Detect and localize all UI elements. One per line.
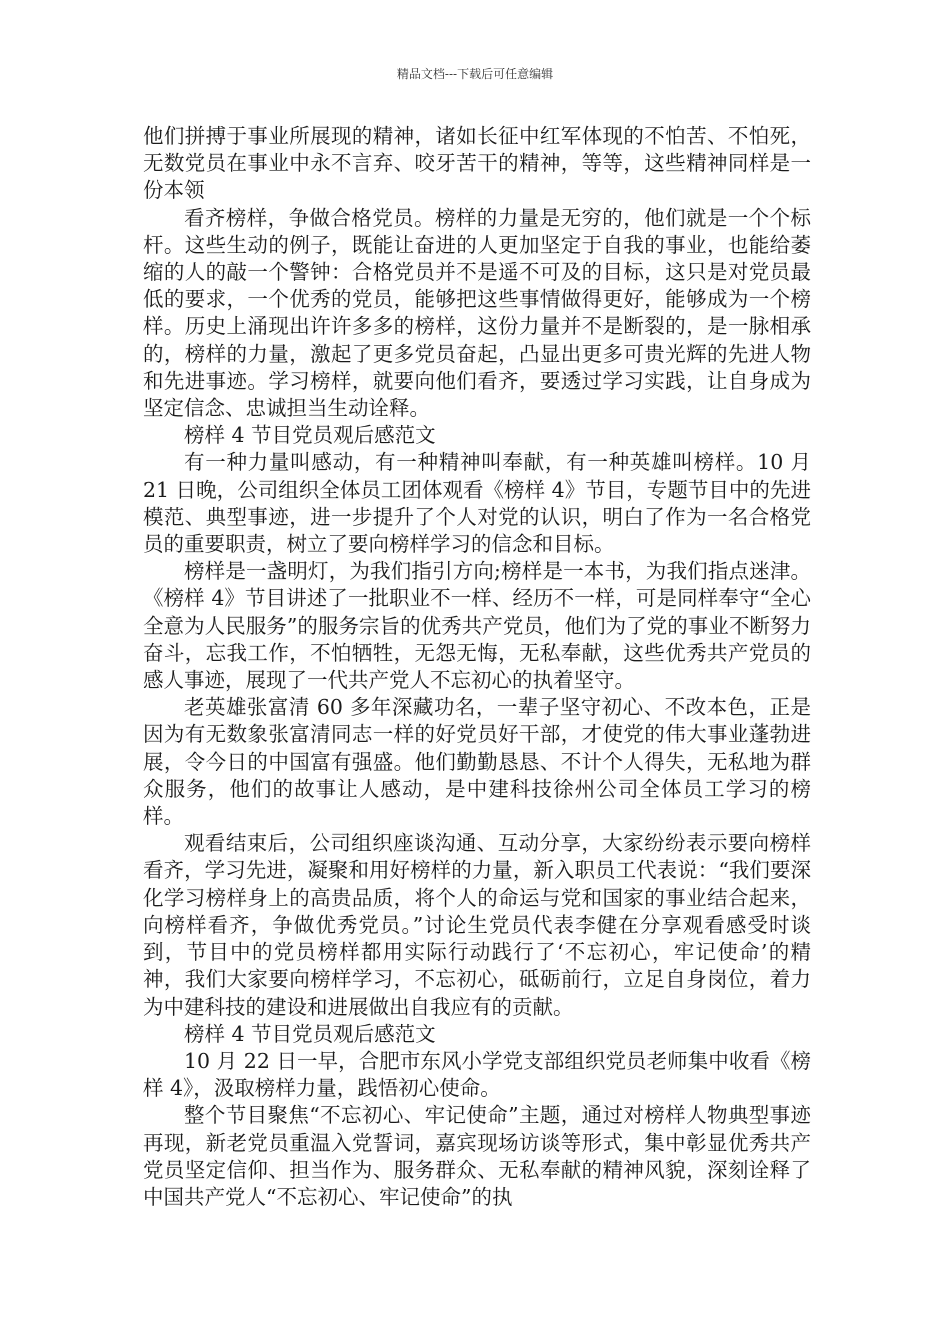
paragraph: 整个节目聚焦“不忘初心、牢记使命”主题，通过对榜样人物典型事迹再现，新老党员重温入党誓词，嘉宾现场访谈等形式，集中彰显优秀共产党员坚定信仰、担当作为、服务群众、无私奉献的精神风貌，深刻诠释了中国共产党人“不忘初心、牢记使命”的执 — [143, 1103, 811, 1209]
paragraph-continuation: 他们拼搏于事业所展现的精神，诸如长征中红军体现的不怕苦、不怕死，无数党员在事业中永不言弃、咬牙苦干的精神，等等，这些精神同样是一份本领 — [143, 124, 811, 203]
document-body — [143, 123, 811, 1211]
section-heading: 榜样 4 节目党员观后感范文 — [184, 1021, 436, 1046]
paragraph: 观看结束后，公司组织座谈沟通、互动分享，大家纷纷表示要向榜样看齐，学习先进，凝聚和用好榜样的力量，新入职员工代表说：“我们要深化学习榜样身上的高贵品质，将个人的命运与党和国家的事业结合起来，向榜样看齐，争做优秀党员。”讨论生党员代表李健在分享观看感受时谈到，节目中的党员榜样都用实际行动践行了‘不忘初心，牢记使命’的精神，我们大家要向榜样学习，不忘初心，砥砺前行，立足自身岗位，着力为中建科技的建设和进展做出自我应有的贡献。 — [143, 831, 811, 1019]
page-header-watermark: 精品文档---下载后可任意编辑 — [396, 67, 554, 81]
paragraph: 榜样是一盏明灯，为我们指引方向;榜样是一本书，为我们指点迷津。《榜样 4》节目讲述了一批职业不一样、经历不一样，可是同样奉守“全心全意为人民服务”的服务宗旨的优秀共产党员，他们为了党的事业不断努力奋斗，忘我工作，不怕牺牲，无怨无悔，无私奉献，这些优秀共产党员的感人事迹，展现了一代共产党人不忘初心的执着坚守。 — [143, 559, 811, 693]
paragraph: 10 月 22 日一早，合肥市东风小学党支部组织党员老师集中收看《榜样 4》，汲取榜样力量，践悟初心使命。 — [143, 1048, 811, 1101]
paragraph: 看齐榜样，争做合格党员。榜样的力量是无穷的，他们就是一个个标杆。这些生动的例子，既能让奋进的人更加坚定于自我的事业，也能给萎缩的人的敲一个警钟：合格党员并不是遥不可及的目标，这只是对党员最低的要求，一个优秀的党员，能够把这些事情做得更好，能够成为一个榜样。历史上涌现出许许多多的榜样，这份力量并不是断裂的，是一脉相承的，榜样的力量，激起了更多党员奋起，凸显出更多可贵光辉的先进人物和先进事迹。学习榜样，就要向他们看齐，要透过学习实践，让自身成为坚定信念、忠诚担当生动诠释。 — [143, 205, 811, 421]
paragraph: 有一种力量叫感动，有一种精神叫奉献，有一种英雄叫榜样。10 月 21 日晚，公司组织全体员工团体观看《榜样 4》节目，专题节目中的先进模范、典型事迹，进一步提升了个人对党的认识，明白了作为一名合格党员的重要职责，树立了要向榜样学习的信念和目标。 — [143, 450, 811, 557]
paragraph: 老英雄张富清 60 多年深藏功名，一辈子坚守初心、不改本色，正是因为有无数象张富清同志一样的好党员好干部，才使党的伟大事业蓬勃进展，令今日的中国富有强盛。他们勤勤恳恳、不计个人得失，无私地为群众服务，他们的故事让人感动，是中建科技徐州公司全体员工学习的榜样。 — [143, 695, 811, 829]
section-heading: 榜样 4 节目党员观后感范文 — [184, 423, 436, 448]
